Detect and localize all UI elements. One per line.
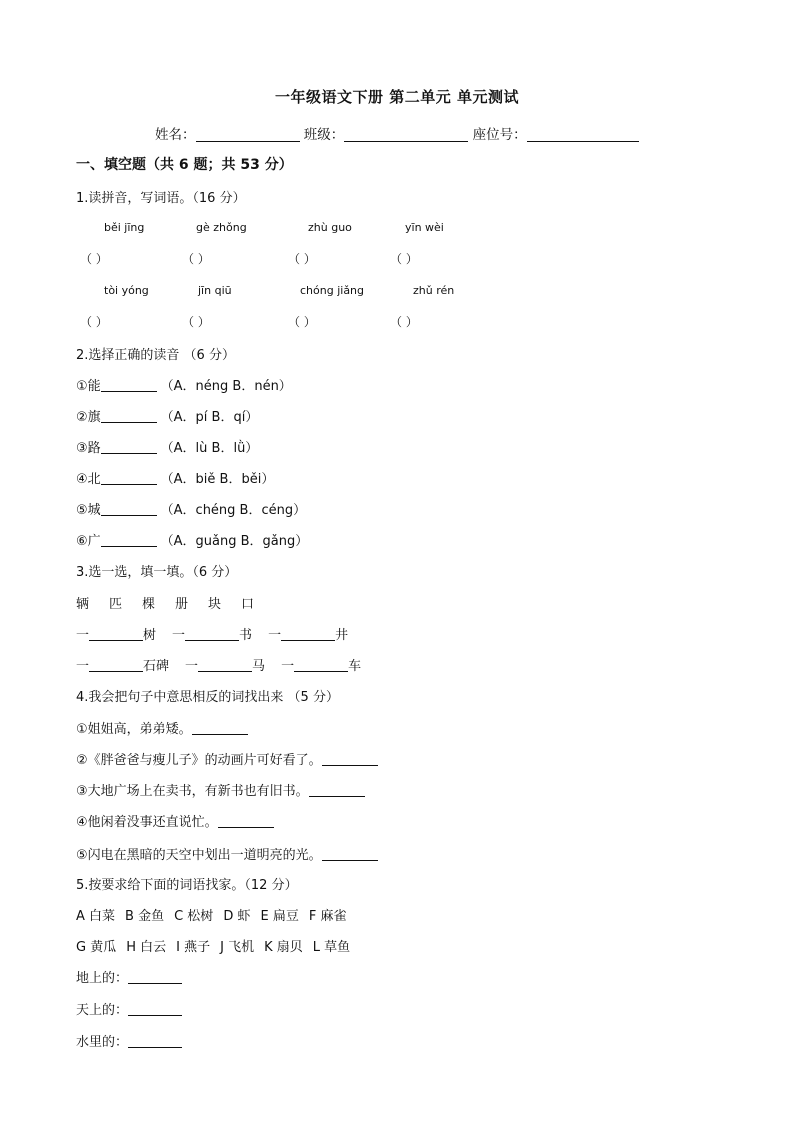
pinyin: yīn wèi xyxy=(405,221,444,234)
answer-blank[interactable] xyxy=(185,628,239,641)
sentence: ①姐姐高，弟弟矮。 xyxy=(76,722,192,737)
answer-blank[interactable] xyxy=(281,628,335,641)
sentence-item xyxy=(76,844,378,863)
option: B 金鱼 xyxy=(125,909,165,924)
answer-blank[interactable] xyxy=(198,659,252,672)
item-char: ④北 xyxy=(76,472,101,487)
answer-blank[interactable] xyxy=(322,848,378,861)
yi: 一 xyxy=(76,628,90,643)
item-options: （A．néng B．nén） xyxy=(160,379,292,394)
answer-paren[interactable]: （ ） xyxy=(288,315,316,329)
answer-blank[interactable] xyxy=(89,659,143,672)
yi: 一 xyxy=(268,628,282,643)
page-title: 一年级语文下册 第二单元 单元测试 xyxy=(275,88,519,106)
item-options: （A．pí B．qí） xyxy=(160,410,259,425)
pinyin: chóng jiǎng xyxy=(300,284,365,297)
measure-word-row xyxy=(76,624,348,643)
option: H 白云 xyxy=(126,940,167,955)
pinyin: zhǔ rén xyxy=(413,284,455,297)
noun: 石碑 xyxy=(143,659,170,674)
noun: 马 xyxy=(252,659,266,674)
answer-paren[interactable]: （ ） xyxy=(80,315,108,329)
item-char: ③路 xyxy=(76,441,101,456)
option: D 虾 xyxy=(223,909,251,924)
word-bank xyxy=(76,593,274,612)
answer-blank[interactable] xyxy=(89,628,143,641)
yi: 一 xyxy=(185,659,199,674)
section-heading: 一、填空题（共 6 题；共 53 分） xyxy=(76,157,293,173)
item-options: （A．guǎng B．gǎng） xyxy=(160,534,309,549)
item-options: （A．biě B．běi） xyxy=(160,472,275,487)
name-blank[interactable] xyxy=(196,127,300,142)
category-row xyxy=(76,967,182,986)
answer-blank[interactable] xyxy=(322,753,378,766)
pinyin: jīn qiū xyxy=(198,284,232,297)
category-label: 天上的： xyxy=(76,1003,129,1018)
class-blank[interactable] xyxy=(344,127,468,142)
answer-blank[interactable] xyxy=(101,379,157,392)
answer-blank[interactable] xyxy=(128,1003,182,1016)
option: E 扁豆 xyxy=(260,909,299,924)
answer-blank[interactable] xyxy=(101,472,157,485)
noun: 树 xyxy=(143,628,157,643)
question-3-title: 3.选一选，填一填。（6 分） xyxy=(76,565,238,580)
answer-paren[interactable]: （ ） xyxy=(390,315,418,329)
answer-blank[interactable] xyxy=(101,534,157,547)
answer-blank[interactable] xyxy=(101,441,157,454)
choice-item xyxy=(76,468,274,487)
answer-blank[interactable] xyxy=(309,784,365,797)
option: I 燕子 xyxy=(176,940,211,955)
choice-item xyxy=(76,406,258,425)
answer-paren[interactable]: （ ） xyxy=(288,252,316,266)
choice-item xyxy=(76,375,292,394)
option: F 麻雀 xyxy=(308,909,347,924)
question-5-title: 5.按要求给下面的词语找家。（12 分） xyxy=(76,878,298,893)
answer-paren[interactable]: （ ） xyxy=(182,252,210,266)
sentence: ⑤闪电在黑暗的天空中划出一道明亮的光。 xyxy=(76,848,322,863)
word: 册 xyxy=(175,597,189,612)
sentence-item xyxy=(76,718,248,737)
word: 块 xyxy=(208,597,222,612)
name-label: 姓名： xyxy=(155,127,196,143)
choice-item xyxy=(76,530,308,549)
pinyin: zhù guo xyxy=(308,221,352,234)
seat-blank[interactable] xyxy=(527,127,639,142)
sentence-item xyxy=(76,811,274,830)
option: C 松树 xyxy=(174,909,214,924)
answer-blank[interactable] xyxy=(128,1035,182,1048)
student-info-line xyxy=(155,123,675,143)
answer-blank[interactable] xyxy=(192,722,248,735)
noun: 车 xyxy=(348,659,362,674)
measure-word-row xyxy=(76,655,361,674)
word: 辆 xyxy=(76,597,90,612)
category-row xyxy=(76,999,182,1018)
seat-label: 座位号： xyxy=(472,127,527,143)
option: J 飞机 xyxy=(220,940,255,955)
sentence-item xyxy=(76,749,378,768)
noun: 井 xyxy=(335,628,349,643)
category-row xyxy=(76,1031,182,1050)
item-options: （A．lù B．lǜ） xyxy=(160,441,259,456)
pinyin: tòi yóng xyxy=(104,284,149,297)
answer-blank[interactable] xyxy=(101,503,157,516)
item-char: ⑥广 xyxy=(76,534,101,549)
sentence-item xyxy=(76,780,365,799)
item-char: ①能 xyxy=(76,379,101,394)
item-char: ②旗 xyxy=(76,410,101,425)
word: 匹 xyxy=(109,597,123,612)
class-label: 班级： xyxy=(303,127,345,143)
answer-paren[interactable]: （ ） xyxy=(390,252,418,266)
choice-item xyxy=(76,499,306,518)
word: 棵 xyxy=(142,597,156,612)
question-2-title: 2.选择正确的读音 （6 分） xyxy=(76,348,235,363)
word: 口 xyxy=(241,597,255,612)
choice-item xyxy=(76,437,258,456)
pinyin: běi jīng xyxy=(104,221,145,234)
answer-paren[interactable]: （ ） xyxy=(182,315,210,329)
answer-blank[interactable] xyxy=(294,659,348,672)
yi: 一 xyxy=(76,659,90,674)
answer-blank[interactable] xyxy=(218,815,274,828)
option-row xyxy=(76,905,346,924)
noun: 书 xyxy=(239,628,253,643)
option: K 扇贝 xyxy=(264,940,303,955)
category-label: 地上的： xyxy=(76,971,129,986)
question-1-title: 1.读拼音，写词语。（16 分） xyxy=(76,191,246,206)
option-row xyxy=(76,936,350,955)
item-char: ⑤城 xyxy=(76,503,101,518)
sentence: ②《胖爸爸与瘦儿子》的动画片可好看了。 xyxy=(76,753,322,768)
option: G 黄瓜 xyxy=(76,940,117,955)
option: A 白菜 xyxy=(76,909,116,924)
answer-paren[interactable]: （ ） xyxy=(80,252,108,266)
category-label: 水里的： xyxy=(76,1035,129,1050)
sentence: ④他闲着没事还直说忙。 xyxy=(76,815,218,830)
answer-blank[interactable] xyxy=(128,971,182,984)
sentence: ③大地广场上在卖书，有新书也有旧书。 xyxy=(76,784,309,799)
yi: 一 xyxy=(172,628,186,643)
answer-blank[interactable] xyxy=(101,410,157,423)
item-options: （A．chéng B．céng） xyxy=(160,503,307,518)
question-4-title: 4.我会把句子中意思相反的词找出来 （5 分） xyxy=(76,690,339,705)
pinyin: gè zhǒng xyxy=(196,221,247,234)
yi: 一 xyxy=(281,659,295,674)
option: L 草鱼 xyxy=(312,940,351,955)
